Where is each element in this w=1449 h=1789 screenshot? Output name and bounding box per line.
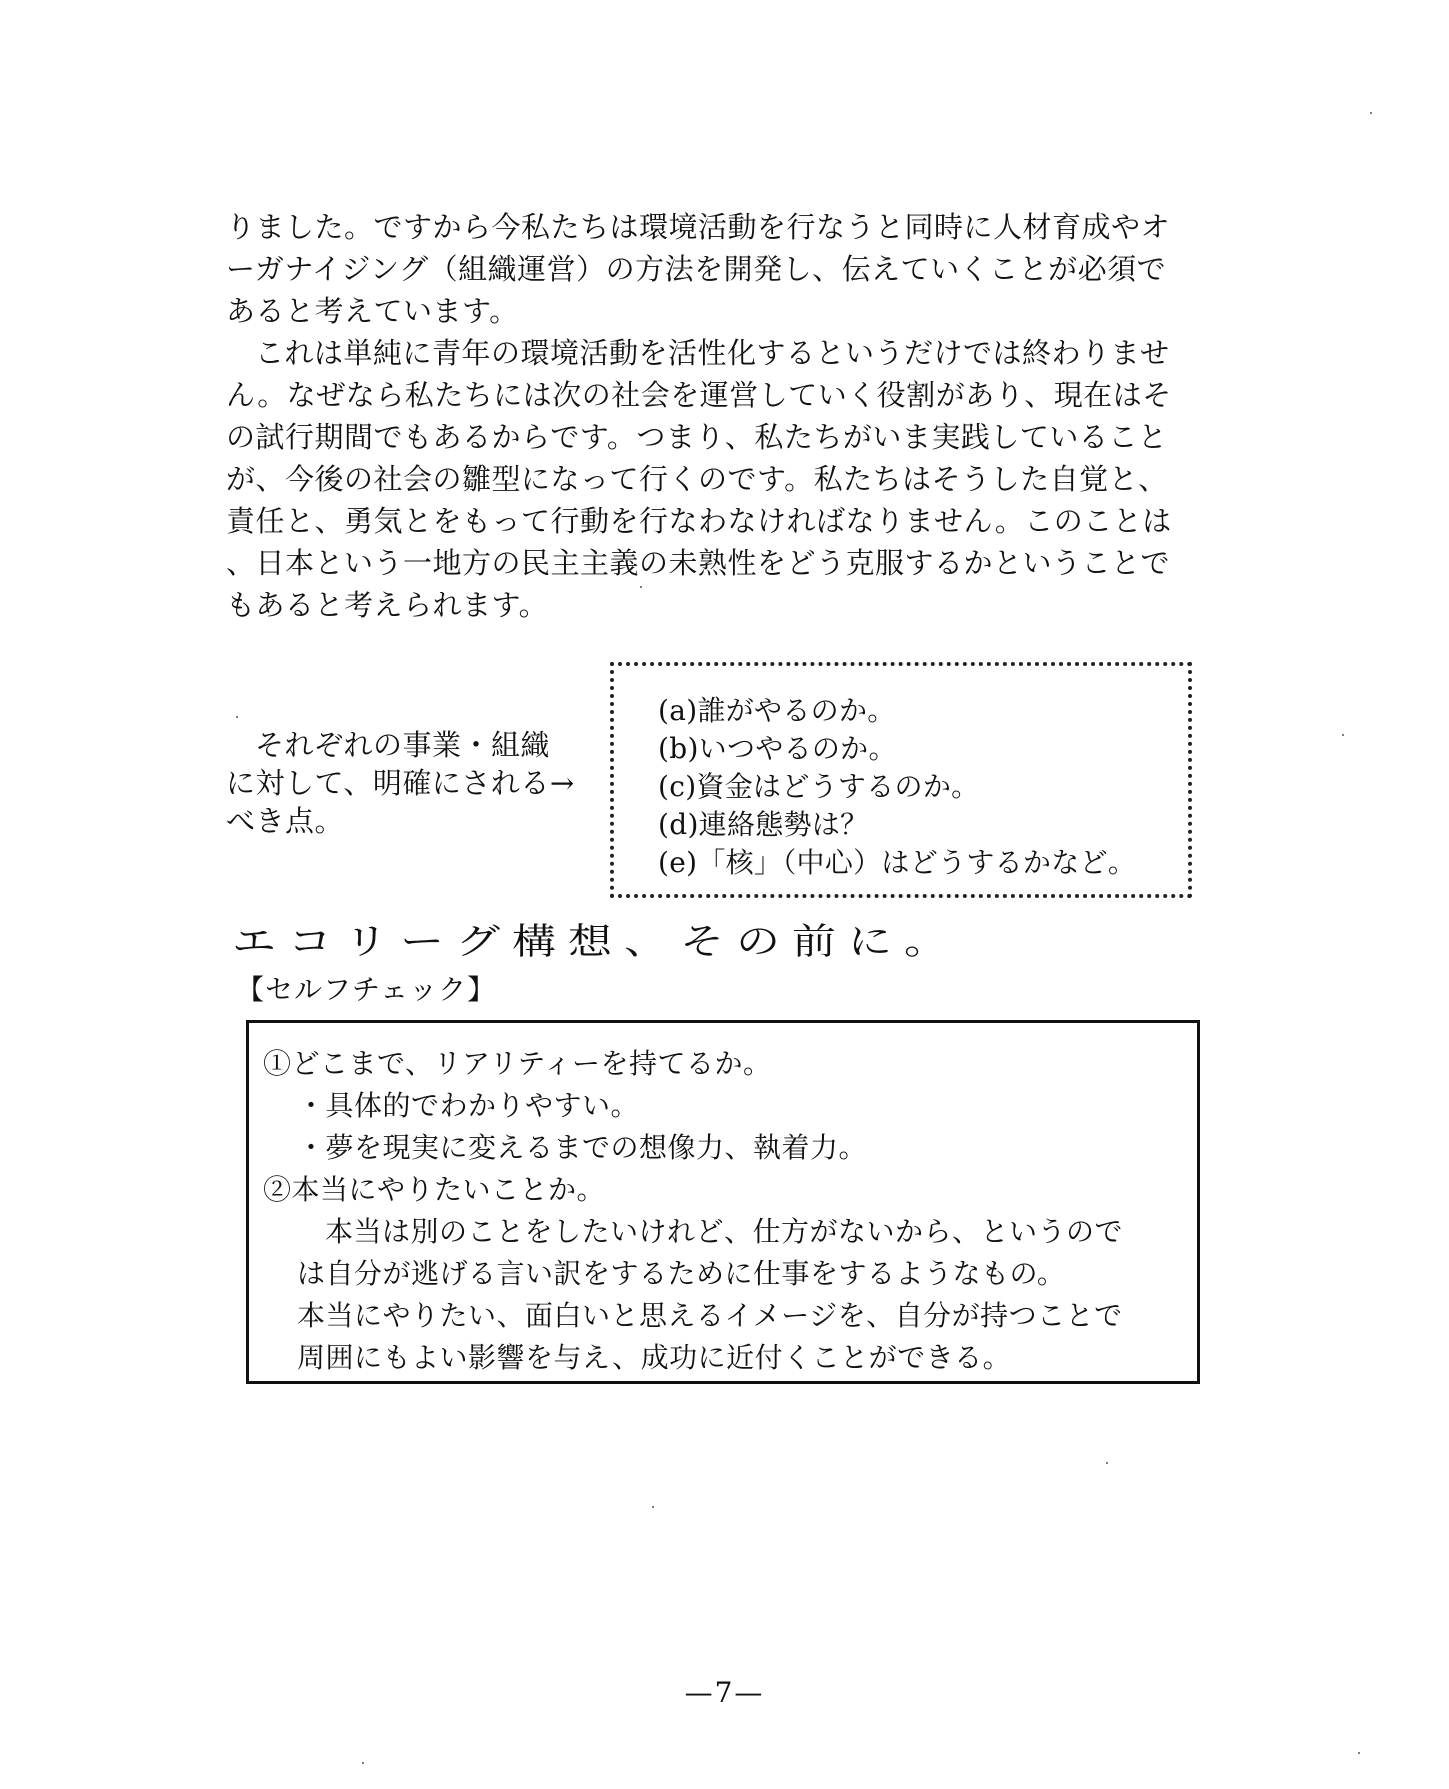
section-subtitle: 【セルフチェック】 (236, 973, 497, 1006)
paragraph-2-line: 、日本という一地方の民主主義の未熟性をどう克服するかということで (226, 546, 1171, 580)
scan-speck (652, 1506, 654, 1508)
question-item: (c)資金はどうするのか。 (658, 770, 980, 803)
self-check-body-line: 本当にやりたい、面白いと思えるイメージを、自分が持つことで (297, 1299, 1123, 1332)
section-title: エコリーグ構想、その前に。 (232, 920, 960, 963)
self-check-body-line: 本当は別のことをしたいけれど、仕方がないから、というので (325, 1215, 1124, 1248)
left-note (226, 726, 606, 840)
scan-speck (236, 716, 238, 718)
self-check-bullet: ・夢を現実に変えるまでの想像力、執着力。 (297, 1131, 868, 1164)
self-check-box (246, 1020, 1200, 1384)
paragraph-2-line: が、今後の社会の雛型になって行くのです。私たちはそうした自覚と、 (226, 462, 1168, 496)
self-check-body-line: 周囲にもよい影響を与え、成功に近付くことができる。 (297, 1341, 1012, 1374)
self-check-body-line: は自分が逃げる言い訳をするために仕事をするようなもの。 (297, 1257, 1066, 1290)
paragraph-1 (226, 206, 1206, 332)
self-check-point-1: ①どこまで、リアリティーを持てるか。 (263, 1047, 772, 1080)
paragraph-2-line: の試行期間でもあるからです。つまり、私たちがいま実践していること (226, 420, 1168, 454)
scan-speck (1358, 1752, 1360, 1754)
question-item: (e)「核」（中心）はどうするかなど。 (658, 846, 1137, 879)
paragraph-2-line: これは単純に青年の環境活動を活性化するというだけでは終わりませ (255, 336, 1170, 370)
questions-box (610, 662, 1192, 898)
left-note-line: に対して、明確にされる→ (226, 766, 575, 800)
paragraph-1-line: あると考えています。 (226, 294, 519, 328)
self-check-point-2: ②本当にやりたいことか。 (263, 1173, 606, 1206)
left-note-line: それぞれの事業・組織 (255, 728, 551, 762)
scan-speck (362, 1762, 364, 1764)
paragraph-1-line: りました。ですから今私たちは環境活動を行なうと同時に人材育成やオ (226, 210, 1171, 244)
scan-speck (640, 586, 642, 588)
scan-speck (1106, 1462, 1108, 1464)
paragraph-1-line: ーガナイジング（組織運営）の方法を開発し、伝えていくことが必須で (226, 252, 1167, 286)
left-note-line: べき点。 (226, 804, 345, 838)
paragraph-2 (226, 332, 1206, 626)
body-text (226, 206, 1206, 626)
scan-speck (1370, 112, 1372, 114)
self-check-bullet: ・具体的でわかりやすい。 (297, 1089, 640, 1122)
paragraph-2-line: 責任と、勇気とをもって行動を行なわなければなりません。このことは (226, 504, 1172, 538)
paragraph-2-line: もあると考えられます。 (226, 588, 549, 622)
question-item: (b)いつやるのか。 (658, 732, 897, 765)
paragraph-2-line: ん。なぜなら私たちには次の社会を運営していく役割があり、現在はそ (226, 378, 1172, 412)
page-number: —7— (684, 1676, 765, 1709)
scan-speck (1342, 734, 1344, 736)
question-item: (a)誰がやるのか。 (658, 694, 896, 727)
question-item: (d)連絡態勢は？ (658, 808, 869, 841)
